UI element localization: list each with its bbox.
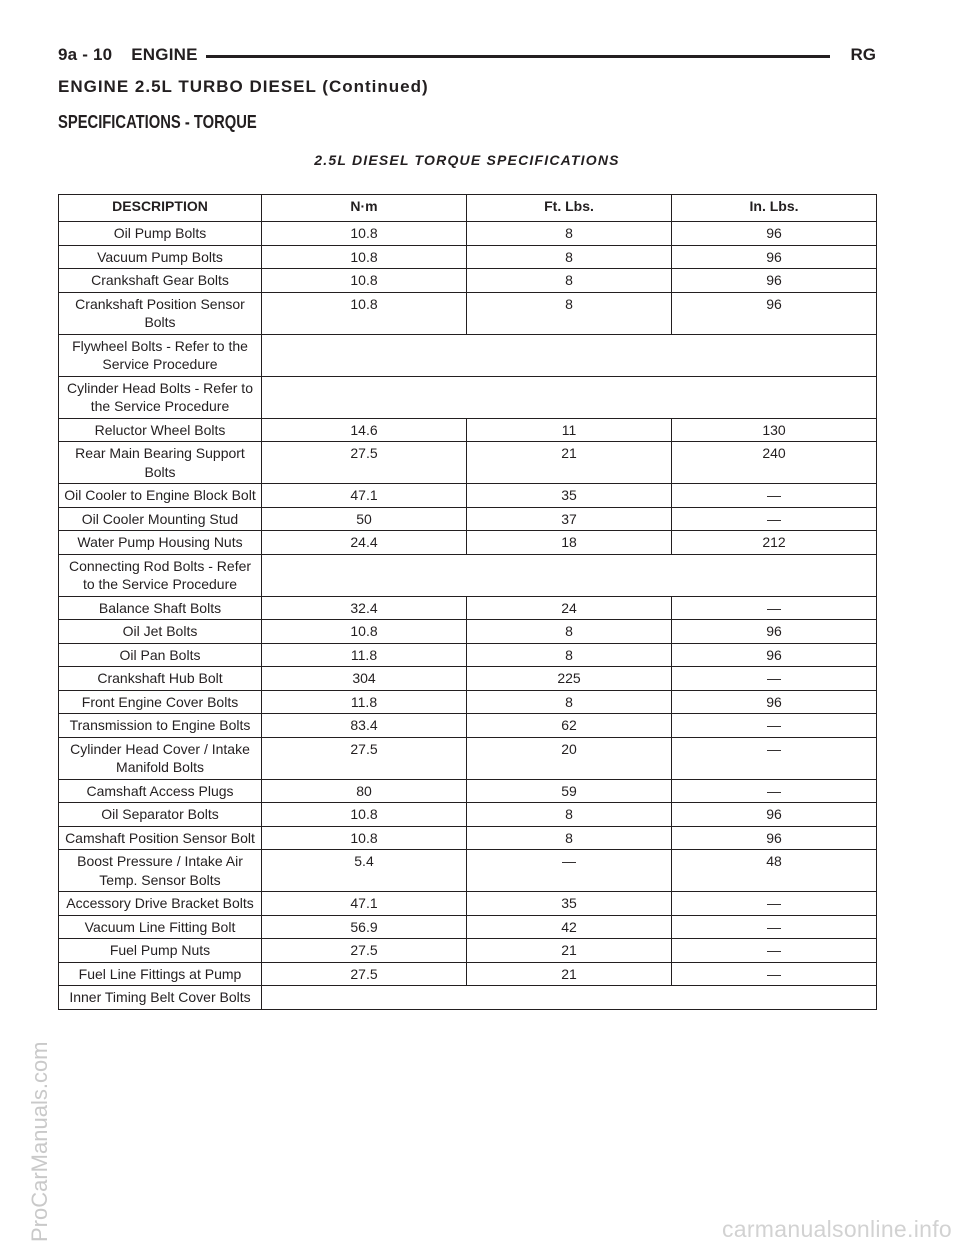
cell-nm: 5.4 bbox=[262, 850, 467, 892]
cell-ft: 21 bbox=[467, 442, 672, 484]
cell-desc: Camshaft Position Sensor Bolt bbox=[59, 826, 262, 850]
cell-in: 212 bbox=[672, 531, 877, 555]
cell-ft: — bbox=[467, 850, 672, 892]
cell-nm: 10.8 bbox=[262, 222, 467, 246]
table-row bbox=[59, 442, 877, 484]
table-row bbox=[59, 667, 877, 691]
cell-desc: Cylinder Head Cover / Intake Manifold Bolts bbox=[59, 737, 262, 779]
header-rule bbox=[206, 55, 830, 58]
cell-in: — bbox=[672, 962, 877, 986]
cell-desc: Fuel Line Fittings at Pump bbox=[59, 962, 262, 986]
cell-in: — bbox=[672, 737, 877, 779]
cell-desc: Camshaft Access Plugs bbox=[59, 779, 262, 803]
cell-nm: 83.4 bbox=[262, 714, 467, 738]
cell-desc: Front Engine Cover Bolts bbox=[59, 690, 262, 714]
table-row bbox=[59, 850, 877, 892]
table-row bbox=[59, 915, 877, 939]
cell-ft: 8 bbox=[467, 245, 672, 269]
cell-desc: Crankshaft Hub Bolt bbox=[59, 667, 262, 691]
table-row bbox=[59, 939, 877, 963]
table-row bbox=[59, 690, 877, 714]
cell-desc: Flywheel Bolts - Refer to the Service Procedure bbox=[59, 334, 262, 376]
cell-ft: 11 bbox=[467, 418, 672, 442]
cell-in: — bbox=[672, 714, 877, 738]
cell-in: 96 bbox=[672, 690, 877, 714]
cell-ft: 21 bbox=[467, 962, 672, 986]
column-header-in-lbs: In. Lbs. bbox=[672, 195, 877, 222]
cell-nm: 27.5 bbox=[262, 737, 467, 779]
table-row bbox=[59, 222, 877, 246]
table-row bbox=[59, 596, 877, 620]
cell-nm: 304 bbox=[262, 667, 467, 691]
cell-in: 96 bbox=[672, 643, 877, 667]
table-row bbox=[59, 986, 877, 1010]
cell-desc: Accessory Drive Bracket Bolts bbox=[59, 892, 262, 916]
table-body bbox=[59, 222, 877, 1010]
cell-ft: 42 bbox=[467, 915, 672, 939]
table-row bbox=[59, 245, 877, 269]
cell-in: — bbox=[672, 939, 877, 963]
cell-desc: Balance Shaft Bolts bbox=[59, 596, 262, 620]
cell-in: 96 bbox=[672, 292, 877, 334]
table-row bbox=[59, 803, 877, 827]
cell-desc: Oil Pump Bolts bbox=[59, 222, 262, 246]
cell-ft: 8 bbox=[467, 292, 672, 334]
cell-ft: 62 bbox=[467, 714, 672, 738]
cell-desc: Oil Pan Bolts bbox=[59, 643, 262, 667]
cell-desc: Transmission to Engine Bolts bbox=[59, 714, 262, 738]
cell-nm: 24.4 bbox=[262, 531, 467, 555]
table-row bbox=[59, 484, 877, 508]
cell-ft: 35 bbox=[467, 484, 672, 508]
torque-spec-table bbox=[58, 194, 877, 1010]
cell-nm: 11.8 bbox=[262, 690, 467, 714]
page-number: 9a - 10 bbox=[58, 45, 113, 64]
cell-nm: 27.5 bbox=[262, 939, 467, 963]
cell-desc: Rear Main Bearing Support Bolts bbox=[59, 442, 262, 484]
cell-desc: Reluctor Wheel Bolts bbox=[59, 418, 262, 442]
cell-in: 96 bbox=[672, 245, 877, 269]
cell-in: 96 bbox=[672, 620, 877, 644]
cell-in: 96 bbox=[672, 269, 877, 293]
cell-desc: Oil Cooler Mounting Stud bbox=[59, 507, 262, 531]
cell-in: — bbox=[672, 779, 877, 803]
cell-nm: 10.8 bbox=[262, 620, 467, 644]
cell-desc: Inner Timing Belt Cover Bolts bbox=[59, 986, 262, 1010]
cell-desc: Connecting Rod Bolts - Refer to the Service Procedure bbox=[59, 554, 262, 596]
empty-cell bbox=[262, 334, 877, 376]
cell-nm: 10.8 bbox=[262, 269, 467, 293]
column-header-ft-lbs: Ft. Lbs. bbox=[467, 195, 672, 222]
cell-ft: 37 bbox=[467, 507, 672, 531]
cell-in: — bbox=[672, 915, 877, 939]
cell-desc: Water Pump Housing Nuts bbox=[59, 531, 262, 555]
bottom-watermark: carmanualsonline.info bbox=[721, 1216, 952, 1242]
cell-ft: 8 bbox=[467, 269, 672, 293]
table-row bbox=[59, 962, 877, 986]
table-row bbox=[59, 779, 877, 803]
cell-nm: 27.5 bbox=[262, 962, 467, 986]
cell-desc: Cylinder Head Bolts - Refer to the Service Procedure bbox=[59, 376, 262, 418]
empty-cell bbox=[262, 554, 877, 596]
table-row bbox=[59, 737, 877, 779]
cell-in: 48 bbox=[672, 850, 877, 892]
cell-desc: Oil Separator Bolts bbox=[59, 803, 262, 827]
cell-ft: 8 bbox=[467, 222, 672, 246]
cell-ft: 8 bbox=[467, 690, 672, 714]
cell-ft: 225 bbox=[467, 667, 672, 691]
header-left bbox=[58, 45, 198, 65]
table-row bbox=[59, 892, 877, 916]
cell-in: 96 bbox=[672, 826, 877, 850]
cell-nm: 27.5 bbox=[262, 442, 467, 484]
section-title: SPECIFICATIONS - TORQUE bbox=[58, 112, 257, 132]
table-row bbox=[59, 531, 877, 555]
cell-desc: Crankshaft Position Sensor Bolts bbox=[59, 292, 262, 334]
cell-in: 96 bbox=[672, 222, 877, 246]
header-code: RG bbox=[850, 45, 876, 64]
cell-nm: 10.8 bbox=[262, 803, 467, 827]
table-header-row bbox=[59, 195, 877, 222]
table-title: 2.5L DIESEL TORQUE SPECIFICATIONS bbox=[314, 152, 620, 168]
table-row bbox=[59, 334, 877, 376]
table-row bbox=[59, 714, 877, 738]
cell-in: — bbox=[672, 484, 877, 508]
cell-nm: 50 bbox=[262, 507, 467, 531]
cell-ft: 35 bbox=[467, 892, 672, 916]
cell-desc: Crankshaft Gear Bolts bbox=[59, 269, 262, 293]
column-header-nm: N·m bbox=[262, 195, 467, 222]
cell-in: — bbox=[672, 667, 877, 691]
table-row bbox=[59, 292, 877, 334]
cell-ft: 8 bbox=[467, 620, 672, 644]
table-row bbox=[59, 643, 877, 667]
cell-ft: 59 bbox=[467, 779, 672, 803]
cell-nm: 47.1 bbox=[262, 892, 467, 916]
cell-ft: 18 bbox=[467, 531, 672, 555]
table-row bbox=[59, 418, 877, 442]
continued-title: ENGINE 2.5L TURBO DIESEL (Continued) bbox=[58, 77, 429, 96]
table-row bbox=[59, 507, 877, 531]
header-section: ENGINE bbox=[131, 45, 198, 64]
cell-in: 130 bbox=[672, 418, 877, 442]
cell-in: — bbox=[672, 892, 877, 916]
cell-nm: 11.8 bbox=[262, 643, 467, 667]
cell-ft: 8 bbox=[467, 826, 672, 850]
cell-nm: 14.6 bbox=[262, 418, 467, 442]
empty-cell bbox=[262, 986, 877, 1010]
cell-ft: 8 bbox=[467, 643, 672, 667]
table-row bbox=[59, 826, 877, 850]
column-header-description: DESCRIPTION bbox=[59, 195, 262, 222]
side-watermark: ProCarManuals.com bbox=[27, 1041, 52, 1242]
cell-ft: 20 bbox=[467, 737, 672, 779]
cell-in: 240 bbox=[672, 442, 877, 484]
cell-nm: 10.8 bbox=[262, 292, 467, 334]
cell-ft: 24 bbox=[467, 596, 672, 620]
cell-desc: Fuel Pump Nuts bbox=[59, 939, 262, 963]
cell-nm: 10.8 bbox=[262, 826, 467, 850]
cell-desc: Boost Pressure / Intake Air Temp. Sensor Bolts bbox=[59, 850, 262, 892]
cell-desc: Oil Cooler to Engine Block Bolt bbox=[59, 484, 262, 508]
table-row bbox=[59, 554, 877, 596]
cell-in: — bbox=[672, 596, 877, 620]
table-row bbox=[59, 269, 877, 293]
empty-cell bbox=[262, 376, 877, 418]
cell-desc: Vacuum Line Fitting Bolt bbox=[59, 915, 262, 939]
cell-in: 96 bbox=[672, 803, 877, 827]
page-header bbox=[58, 45, 876, 71]
cell-nm: 80 bbox=[262, 779, 467, 803]
table-row bbox=[59, 620, 877, 644]
cell-in: — bbox=[672, 507, 877, 531]
cell-ft: 8 bbox=[467, 803, 672, 827]
table-row bbox=[59, 376, 877, 418]
cell-ft: 21 bbox=[467, 939, 672, 963]
cell-nm: 47.1 bbox=[262, 484, 467, 508]
cell-nm: 10.8 bbox=[262, 245, 467, 269]
cell-desc: Vacuum Pump Bolts bbox=[59, 245, 262, 269]
cell-desc: Oil Jet Bolts bbox=[59, 620, 262, 644]
cell-nm: 56.9 bbox=[262, 915, 467, 939]
cell-nm: 32.4 bbox=[262, 596, 467, 620]
